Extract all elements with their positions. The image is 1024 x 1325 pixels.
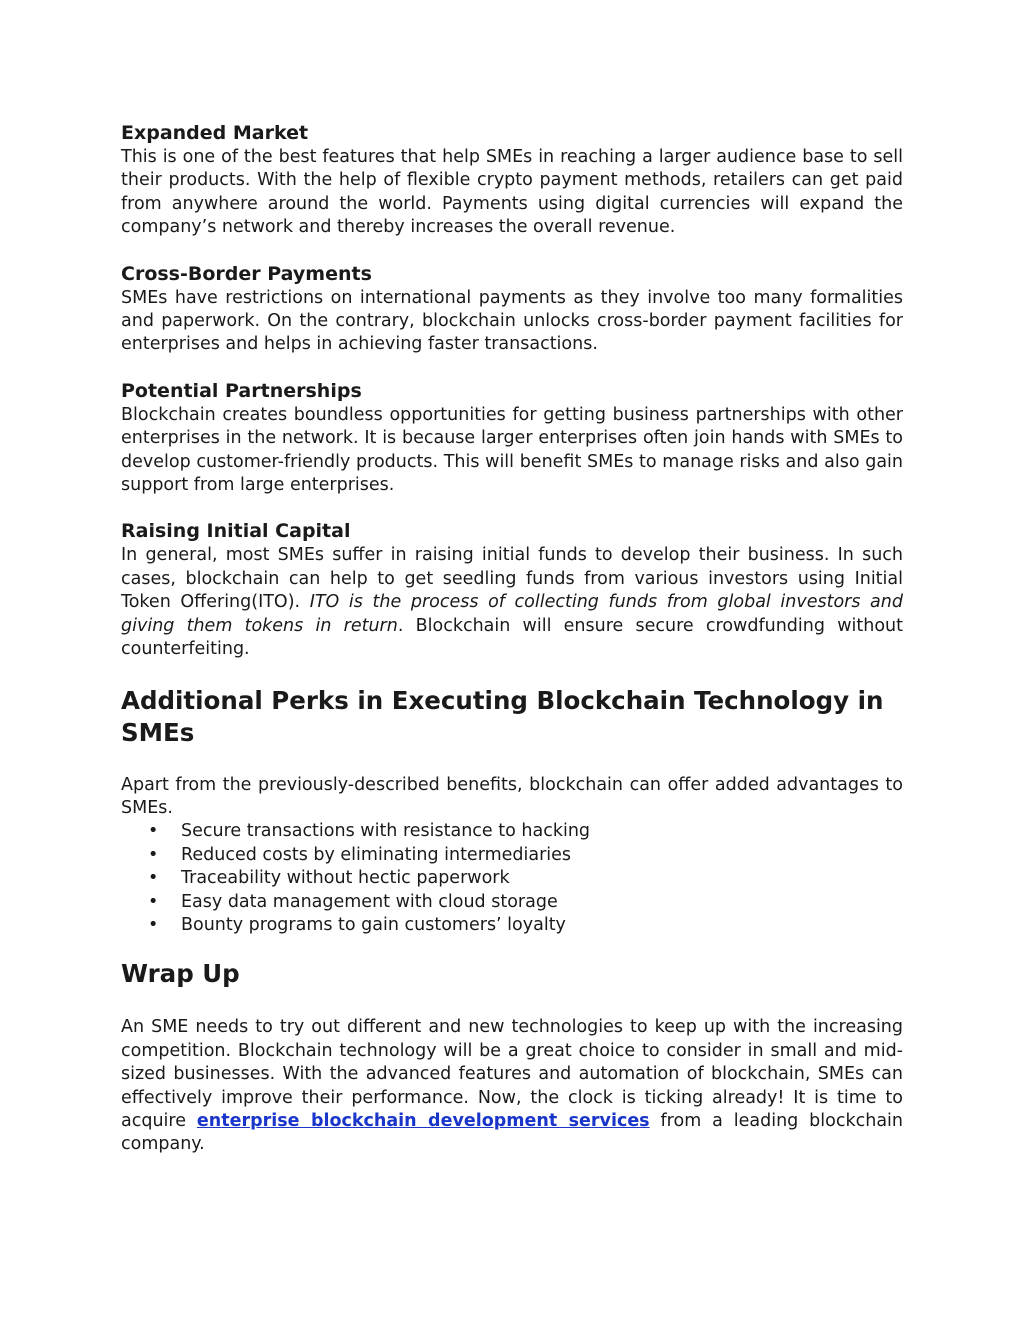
bullet-icon: • [148, 891, 159, 912]
section-potential-partnerships [121, 378, 903, 498]
section-title: Potential Partnerships [121, 379, 362, 402]
section-raising-initial-capital [121, 518, 903, 661]
section-body-text: . Blockchain will ensure secure crowdfunding without counterfeiting. [121, 615, 903, 660]
section-title: Expanded Market [121, 122, 309, 144]
bullet-icon: • [148, 821, 159, 842]
section-title: Cross-Border Payments [121, 262, 372, 285]
bullet-icon: • [148, 868, 159, 889]
list-item-text: Reduced costs by eliminating intermediaries [181, 844, 572, 865]
list-item-text: Traceability without hectic paperwork [181, 868, 510, 889]
section-body-text: In general, most SMEs suffer in raising initial funds to develop their business. In such cases, blockchain can help to get seedling funds from various investors using Initial Token Offering(ITO). [121, 545, 903, 613]
section-body: SMEs have restrictions on international payments as they involve too many formalities and paperwork. On the contrary, blockchain unlocks cross-border payment facilities for enterprises and helps in achieving faster transactions. [121, 287, 903, 355]
bullet-icon: • [148, 844, 159, 865]
wrap-body-text: from a leading blockchain company. [121, 1110, 904, 1155]
bullet-icon: • [148, 914, 159, 935]
list-item [121, 914, 903, 937]
wrap-body-text: An SME needs to try out different and new technologies to keep up with the increasing competition. Blockchain technology will be a great choice to consider in small and mid-sized businesses. With the advanced features and automation of blockchain, SMEs can effectively improve their performance. Now, the clock is ticking already! It is time to acquire [121, 1017, 903, 1131]
section-body [121, 544, 903, 661]
list-item [121, 844, 903, 867]
section-cross-border-payments [121, 261, 903, 357]
section-wrap-up [121, 958, 903, 1156]
perks-intro: Apart from the previously-described benefits, blockchain can offer added advantages to SMEs. [121, 774, 903, 818]
list-item [121, 867, 903, 890]
list-item-text: Secure transactions with resistance to hacking [181, 821, 591, 842]
section-body: This is one of the best features that help SMEs in reaching a larger audience base to sell their products. With the help of flexible crypto payment methods, retailers can get paid from anywhere around the world. Payments using digital currencies will expand the company’s network and thereby increases the overall revenue. [121, 147, 903, 238]
list-item-text: Bounty programs to gain customers’ loyalty [181, 914, 566, 935]
section-body: Blockchain creates boundless opportunities for getting business partnerships with other enterprises in the network. It is because larger enterprises often join hands with SMEs to develop customer-friendly products. This will benefit SMEs to manage risks and also gain support from large enterprises. [121, 404, 903, 496]
ito-definition-italic: ITO is the process of collecting funds from global investors and giving them tokens in return [121, 592, 903, 636]
enterprise-blockchain-services-link[interactable]: enterprise blockchain development services [196, 1110, 650, 1131]
section-additional-perks [121, 685, 903, 938]
section-title: Raising Initial Capital [121, 520, 351, 543]
perks-list [121, 820, 903, 937]
section-expanded-market [121, 120, 903, 240]
list-item [121, 820, 903, 843]
list-item [121, 891, 903, 914]
perks-heading: Additional Perks in Executing Blockchain Technology in SMEs [121, 685, 884, 747]
document-page [121, 120, 903, 1157]
wrap-heading: Wrap Up [121, 959, 240, 989]
wrap-body [121, 1016, 903, 1156]
list-item-text: Easy data management with cloud storage [181, 891, 558, 912]
